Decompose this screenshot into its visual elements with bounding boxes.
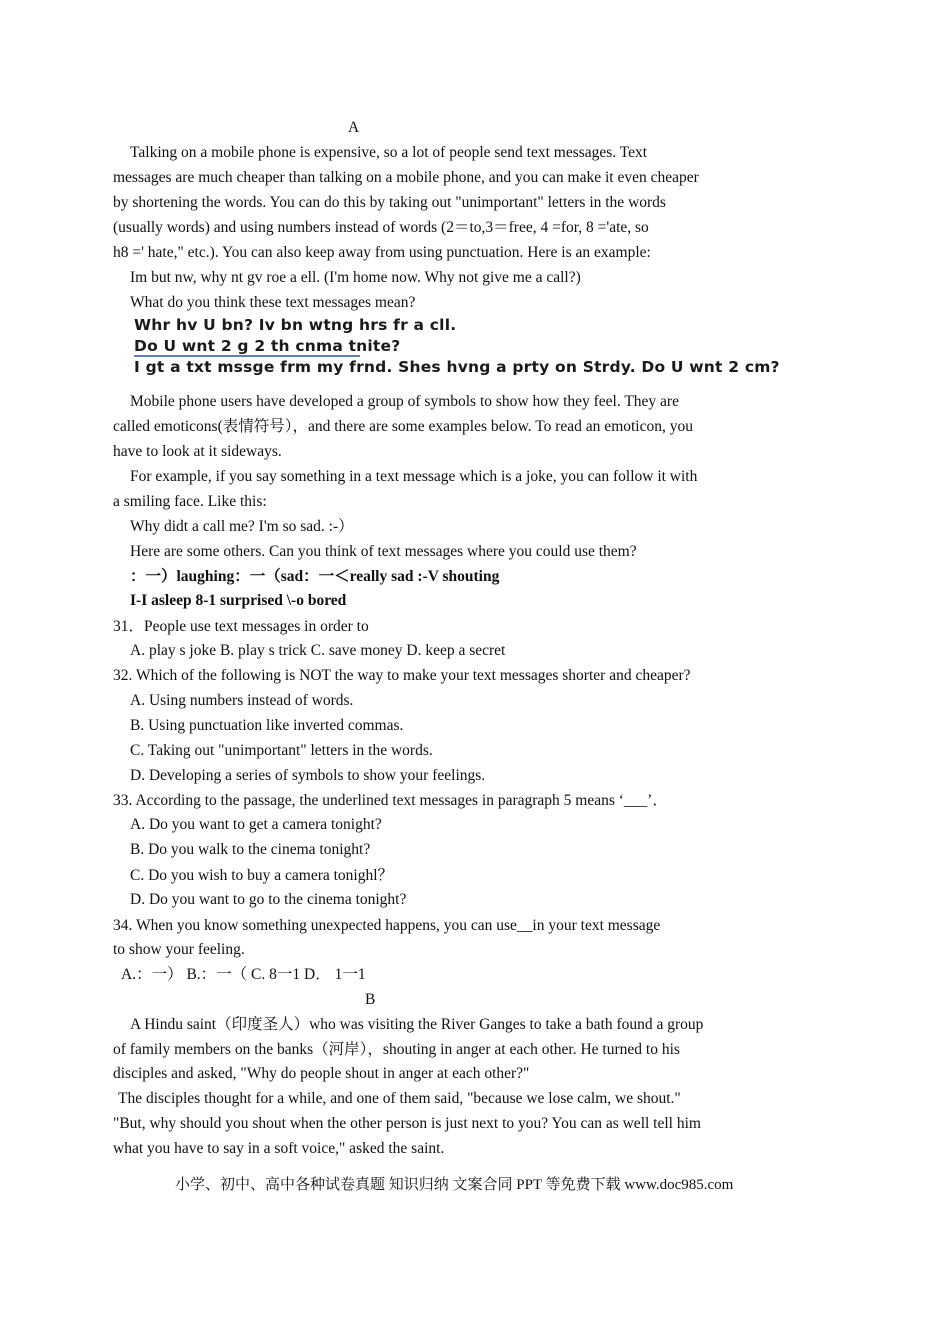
- smiley-example: Why didt a call me? I'm so sad. :-）: [130, 518, 354, 535]
- question-31-stem: 31．People use text messages in order to: [113, 618, 369, 635]
- para1-line1: Talking on a mobile phone is expensive, so a lot of people send text messages. Text: [130, 144, 648, 161]
- b-para2-line3: what you have to say in a soft voice," asked the saint.: [113, 1140, 445, 1157]
- para1-line5: h8 =' hate," etc.). You can also keep away from using punctuation. Here is an example:: [113, 244, 651, 261]
- text-message-3: I gt a txt mssge frm my frnd. Shes hvng a prty on Strdy. Do U wnt 2 cm?: [134, 358, 780, 376]
- text-message-1: Whr hv U bn? Iv bn wtng hrs fr a cll.: [134, 316, 457, 334]
- question-32-option-c: C. Taking out "unimportant" letters in the words.: [130, 742, 433, 759]
- question-33-option-b: B. Do you walk to the cinema tonight?: [130, 841, 371, 858]
- question-32-option-d: D. Developing a series of symbols to show your feelings.: [130, 767, 486, 784]
- question-32-option-b: B. Using punctuation like inverted commas.: [130, 717, 404, 734]
- question-33-option-c: C. Do you wish to buy a camera tonighl？: [130, 867, 394, 884]
- others-intro: Here are some others. Can you think of text messages where you could use them?: [130, 543, 637, 560]
- para1-line2: messages are much cheaper than talking on a mobile phone, and you can make it even cheaper: [113, 169, 699, 186]
- b-para2-line2: "But, why should you shout when the other person is just next to you? You can as well tell him: [113, 1115, 701, 1132]
- section-a-heading: A: [348, 119, 360, 136]
- question-33-option-a: A. Do you want to get a camera tonight?: [130, 816, 382, 833]
- para3-line2: a smiling face. Like this:: [113, 493, 267, 510]
- text-message-2: Do U wnt 2 g 2 th cnma tnite?: [134, 337, 401, 355]
- emoticons-line2: I-I asleep 8-1 surprised \-o bored: [130, 592, 347, 609]
- question-32-option-a: A. Using numbers instead of words.: [130, 692, 354, 709]
- message-underline: [134, 355, 360, 357]
- question-32-stem: 32. Which of the following is NOT the way to make your text messages shorter and cheaper?: [113, 667, 691, 684]
- question-34-options: A.：一） B.：一（ C. 8一1 D． 1一1: [121, 966, 366, 983]
- emoticons-line1: ：一）laughing：一（sad：一＜really sad :-V shouting: [130, 568, 500, 585]
- example-text: Im but nw, why nt gv roe a ell. (I'm home now. Why not give me a call?): [130, 269, 581, 286]
- question-34-stem: 34. When you know something unexpected happens, you can use__in your text message: [113, 917, 661, 934]
- page-footer: 小学、初中、高中各种试卷真题 知识归纳 文案合同 PPT 等免费下载 www.doc985.com: [175, 1177, 734, 1193]
- b-para2-line1: The disciples thought for a while, and one of them said, "because we lose calm, we shout.": [118, 1090, 681, 1107]
- section-b-heading: B: [365, 991, 376, 1008]
- para1-line4: (usually words) and using numbers instead of words (2＝to,3＝free, 4 =for, 8 ='ate, so: [113, 219, 649, 236]
- b-para1-line3: disciples and asked, "Why do people shout in anger at each other?": [113, 1065, 530, 1082]
- question-33-stem: 33. According to the passage, the underlined text messages in paragraph 5 means ‘___’．: [113, 792, 668, 809]
- para2-line3: have to look at it sideways.: [113, 443, 282, 460]
- question-34-stem-cont: to show your feeling.: [113, 941, 245, 958]
- question-31-options: A. play s joke B. play s trick C. save money D. keep a secret: [130, 642, 506, 659]
- question-intro: What do you think these text messages mean?: [130, 294, 416, 311]
- b-para1-line1: A Hindu saint（印度圣人）who was visiting the River Ganges to take a bath found a group: [130, 1016, 704, 1033]
- b-para1-line2: of family members on the banks（河岸），shouting in anger at each other. He turned to his: [113, 1041, 680, 1058]
- para2-line1: Mobile phone users have developed a group of symbols to show how they feel. They are: [130, 393, 679, 410]
- para2-line2: called emoticons(表情符号），and there are some examples below. To read an emoticon, you: [113, 418, 693, 435]
- para1-line3: by shortening the words. You can do this by taking out "unimportant" letters in the words: [113, 194, 666, 211]
- para3-line1: For example, if you say something in a text message which is a joke, you can follow it with: [130, 468, 698, 485]
- question-33-option-d: D. Do you want to go to the cinema tonight?: [130, 891, 407, 908]
